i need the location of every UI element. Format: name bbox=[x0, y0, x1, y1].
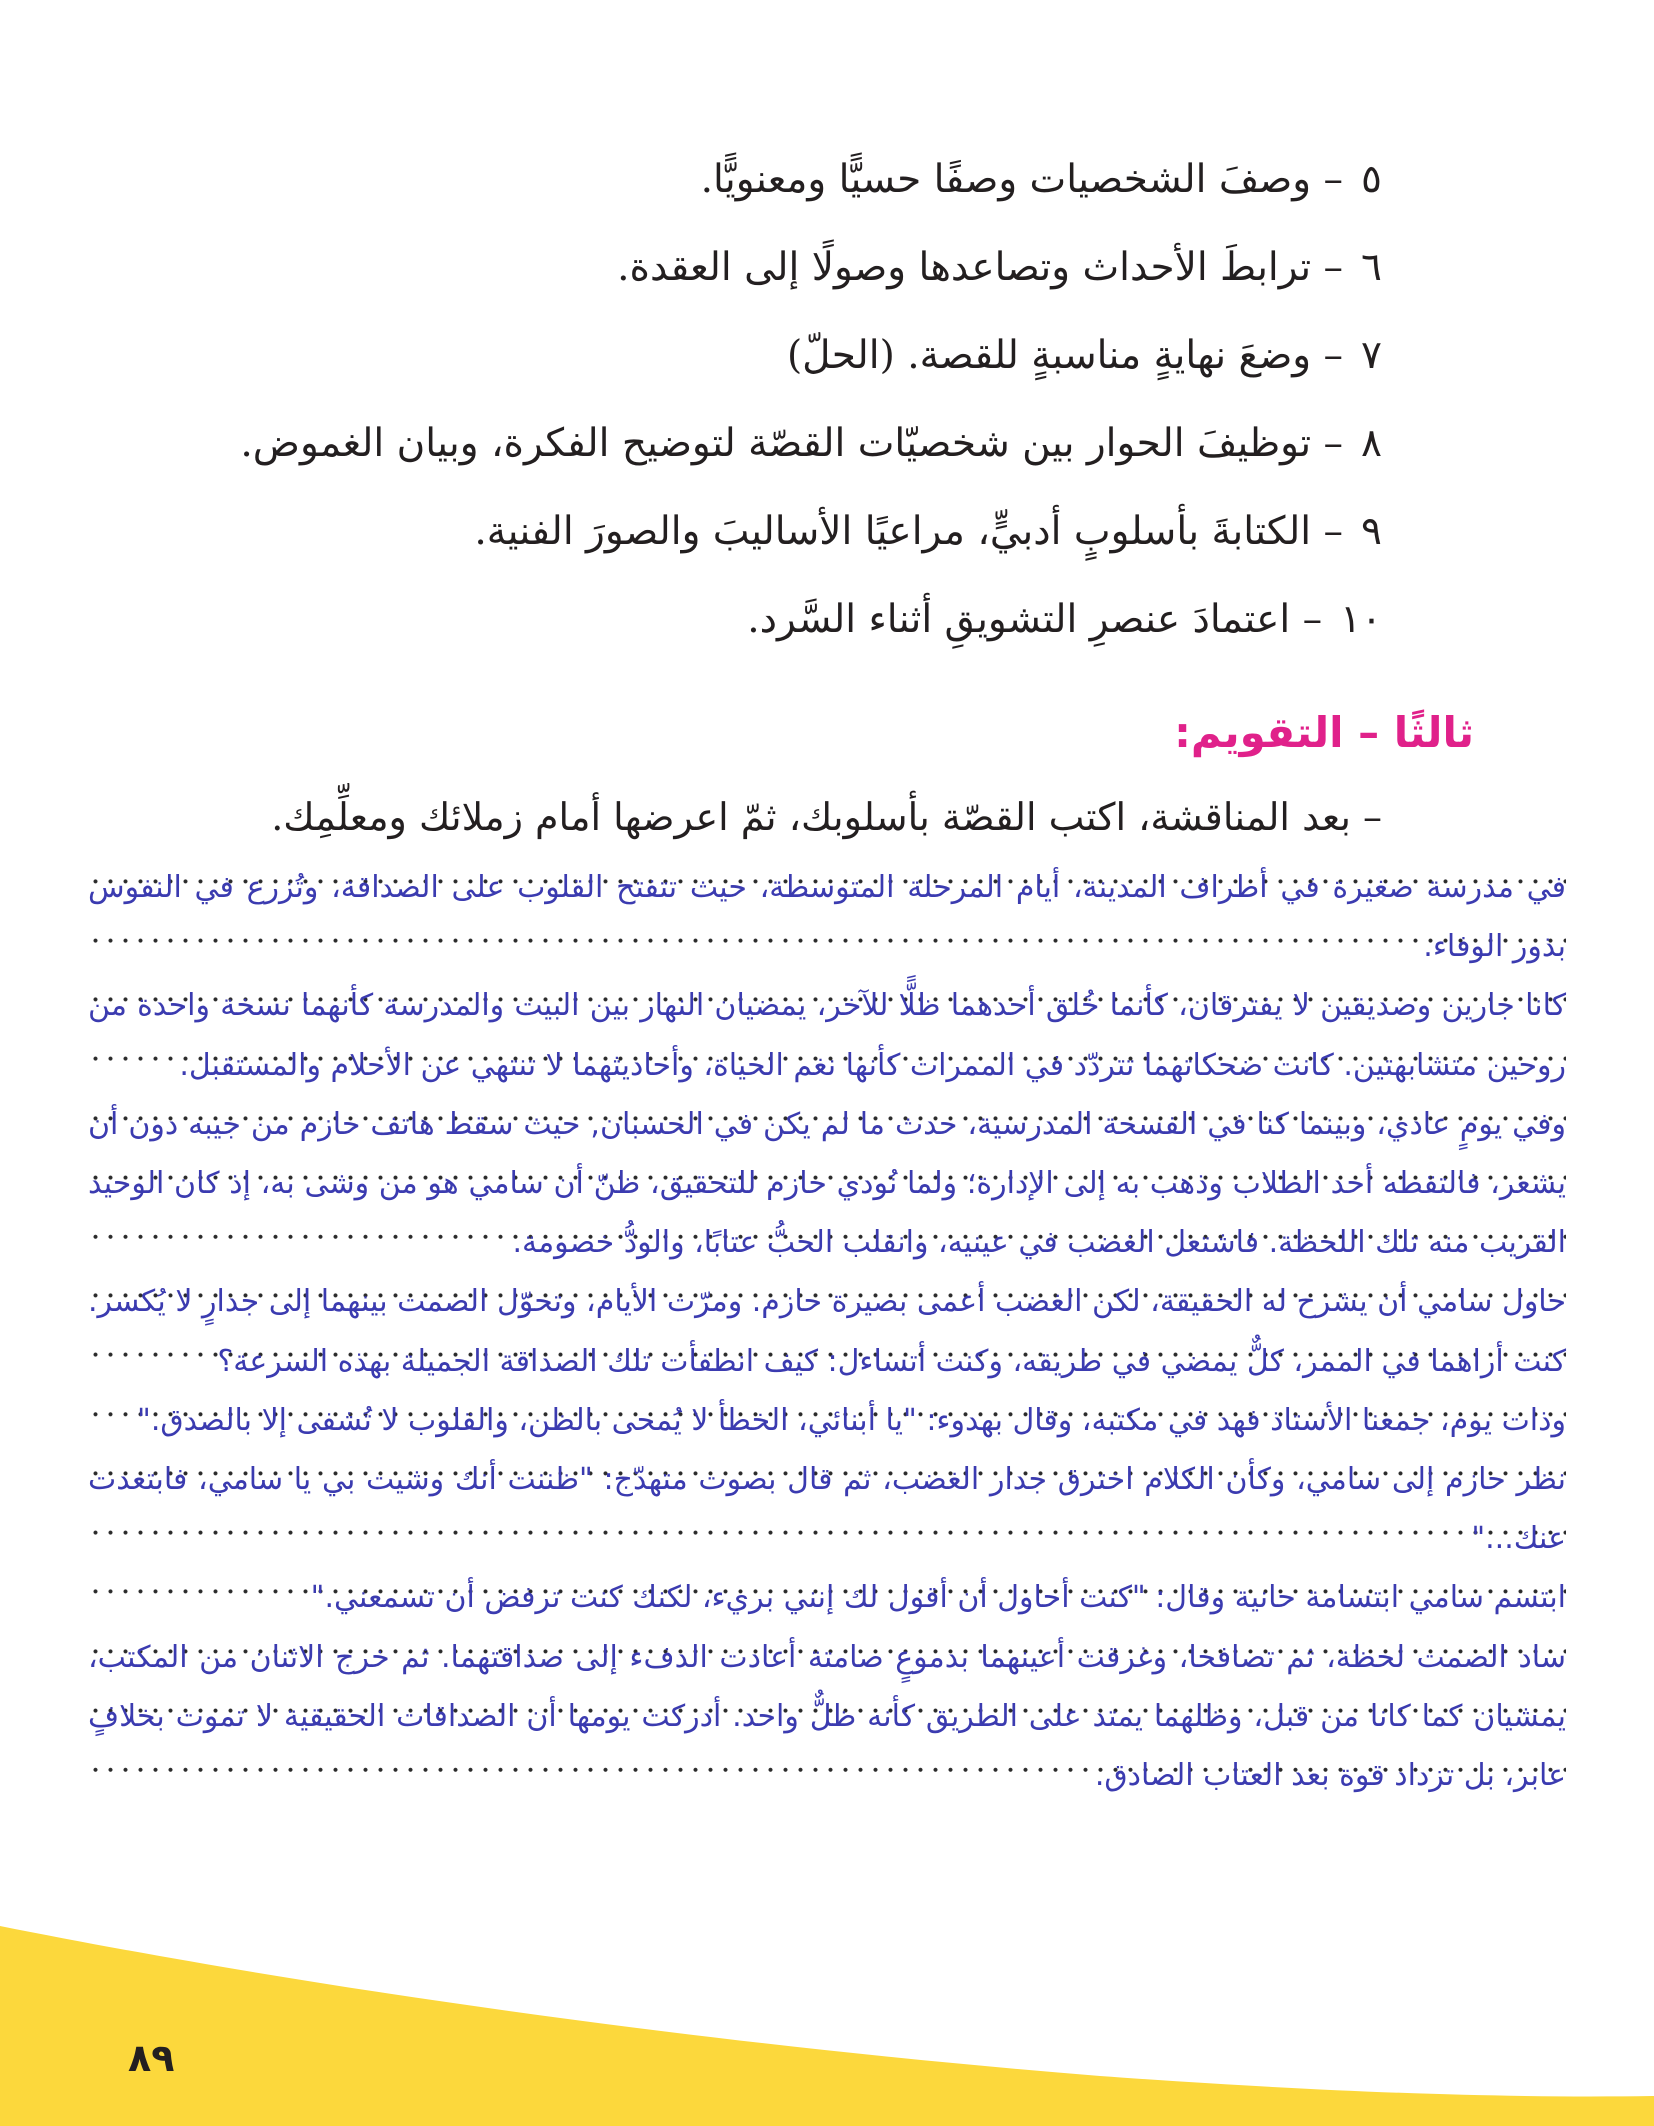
writing-criteria-list bbox=[232, 140, 1382, 668]
criteria-text: – الكتابةَ بأسلوبٍ أدبيٍّ، مراعيًا الأساليبَ والصورَ الفنية. bbox=[474, 509, 1344, 554]
criteria-number: ٩ bbox=[1361, 509, 1382, 554]
page-number: ٨٩ bbox=[128, 2036, 175, 2080]
story-paragraph: وذات يوم، جمعنا الأستاذ فهد في مكتبه، وقال بهدوء: "يا أبنائي، الخطأ لا يُمحى بالظن، والقلوب لا تُشفى إلا بالصدق." bbox=[88, 1391, 1566, 1450]
criteria-number: ١٠ bbox=[1340, 597, 1382, 642]
criteria-item bbox=[232, 492, 1382, 580]
footer-wave bbox=[0, 1926, 1654, 2126]
handwritten-story bbox=[88, 858, 1566, 1805]
criteria-item bbox=[232, 580, 1382, 668]
criteria-number: ٧ bbox=[1361, 333, 1382, 378]
story-paragraph: وفي يومٍ عادي، وبينما كنا في الفسحة المدرسية، حدث ما لم يكن في الحسبان, حيث سقط هاتف حازم من جيبه دون أن يشعر، فالتقطه أحد الطلاب وذهب به إلى الإدارة؛ ولما نُودي حازم للتحقيق، ظنّ أن سامي هو من وشى به، إذ كان الوحيد القريب منه تلك اللحظة. فاشتعل الغضب في عينيه، وانقلب الحبُّ عتابًا، والودُّ خصومة. bbox=[88, 1095, 1566, 1273]
criteria-text: – اعتمادَ عنصرِ التشويقِ أثناء السَّرد. bbox=[747, 597, 1323, 642]
story-paragraph: ساد الصمت لحظة، ثم تصافحا، وغرقت أعينهما بدموعٍ صامتة أعادت الدفء إلى صداقتهما. ثم خرج الاثنان من المكتب، يمشيان كما كانا من قبل، وظلهما يمتد على الطريق كأنه ظلٌّ واحد. أدركت يومها أن الصداقات الحقيقية لا تموت بخلافٍ عابر، بل تزداد قوة بعد العتاب الصادق. bbox=[88, 1628, 1566, 1806]
criteria-text: – وصفَ الشخصيات وصفًا حسيًّا ومعنويًّا. bbox=[700, 157, 1344, 202]
section-title-evaluation: ثالثًا – التقويم: bbox=[1174, 708, 1474, 757]
criteria-number: ٨ bbox=[1361, 421, 1382, 466]
instruction-text: – بعد المناقشة، اكتب القصّة بأسلوبك، ثمّ اعرضها أمام زملائك ومعلِّمِك. bbox=[271, 795, 1382, 839]
criteria-number: ٦ bbox=[1361, 245, 1382, 290]
criteria-text: – وضعَ نهايةٍ مناسبةٍ للقصة. (الحلّ) bbox=[786, 333, 1344, 378]
criteria-item bbox=[232, 228, 1382, 316]
criteria-item bbox=[232, 316, 1382, 404]
criteria-item bbox=[232, 140, 1382, 228]
criteria-item bbox=[232, 404, 1382, 492]
story-paragraph: في مدرسة صغيرة في أطراف المدينة، أيام المرحلة المتوسطة، حيث تتفتح القلوب على الصداقة، وتُزرع في النفوس بذور الوفاء. bbox=[88, 858, 1566, 976]
story-paragraph: كانا جارين وصديقين لا يفترقان، كأنما خُلق أحدهما ظلًّا للآخر، يمضيان النهار بين البيت والمدرسة كأنهما نسخة واحدة من روحين متشابهتين. كانت ضحكاتهما تتردّد في الممرات كأنها نغم الحياة، وأحاديثهما لا تنتهي عن الأحلام والمستقبل. bbox=[88, 976, 1566, 1094]
story-paragraph: حاول سامي أن يشرح له الحقيقة، لكن الغضب أعمى بصيرة حازم. ومرّت الأيام، وتحوّل الصمت بينهما إلى جدارٍ لا يُكسر. كنت أراهما في الممر، كلٌّ يمضي في طريقه، وكنت أتساءل: كيف انطفأت تلك الصداقة الجميلة بهذه السرعة؟ bbox=[88, 1272, 1566, 1390]
criteria-text: – توظيفَ الحوار بين شخصيّات القصّة لتوضيح الفكرة، وبيان الغموض. bbox=[240, 421, 1344, 466]
criteria-number: ٥ bbox=[1361, 157, 1382, 202]
criteria-text: – ترابطَ الأحداث وتصاعدها وصولًا إلى العقدة. bbox=[617, 245, 1344, 290]
story-paragraph: نظر حازم إلى سامي، وكأن الكلام اخترق جدار الغضب، ثم قال بصوت متهدّج: "ظننت أنك وشيت بي يا سامي، فابتعدت عنك..." bbox=[88, 1450, 1566, 1568]
story-paragraph: ابتسم سامي ابتسامة حانية وقال: "كنت أحاول أن أقول لك إنني بريء، لكنك كنت ترفض أن تسمعني." bbox=[88, 1568, 1566, 1627]
